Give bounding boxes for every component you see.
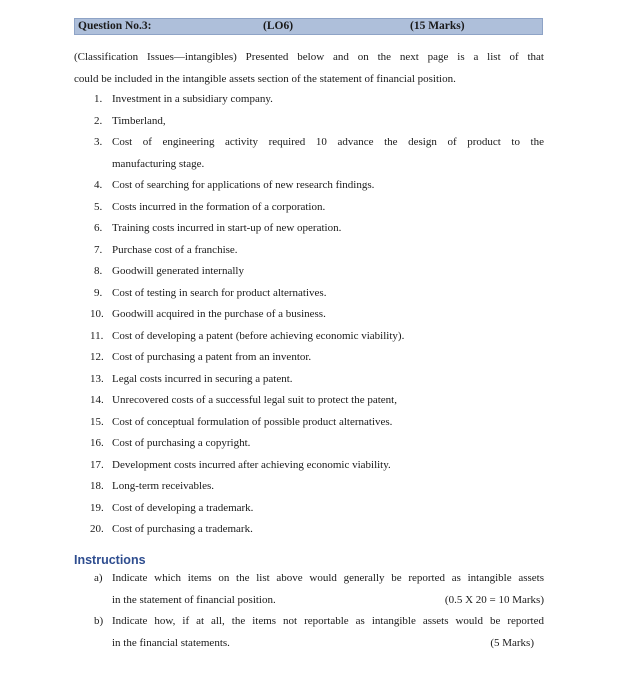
item-text-continued: manufacturing stage.: [112, 157, 205, 170]
item-text: Cost of searching for applications of new research findings.: [112, 179, 375, 191]
instruction-letter: a): [94, 572, 103, 584]
list-item: [94, 240, 544, 262]
items-list: [90, 89, 544, 541]
item-text: Development costs incurred after achieving economic viability.: [112, 458, 391, 471]
list-item: [90, 326, 544, 348]
instruction-row-2: [112, 633, 544, 655]
list-item: [90, 455, 544, 477]
item-number: 7.: [94, 243, 103, 256]
item-number: 19.: [90, 501, 104, 514]
item-number: 13.: [90, 372, 104, 385]
item-number: 14.: [90, 394, 104, 406]
item-number: 17.: [90, 458, 104, 471]
instructions-heading: Instructions: [74, 553, 146, 567]
item-text: Cost of developing a patent (before achieving economic viability).: [112, 329, 405, 342]
question-number: Question No.3:: [78, 20, 152, 32]
list-item: [90, 498, 544, 520]
list-item: [90, 347, 544, 369]
item-number: 11.: [90, 329, 104, 342]
item-number: 15.: [90, 415, 104, 428]
item-text: Investment in a subsidiary company.: [112, 93, 273, 105]
item-text: Timberland,: [112, 114, 166, 127]
item-text: Cost of developing a trademark.: [112, 501, 254, 514]
instruction-body: [112, 568, 544, 611]
list-item: [90, 369, 544, 391]
instruction-line-1: Indicate which items on the list above would generally be reported as intangible assets: [112, 572, 544, 584]
item-number: 8.: [94, 265, 103, 277]
item-text: Goodwill acquired in the purchase of a business.: [112, 308, 326, 320]
item-text: Training costs incurred in start-up of new operation.: [112, 222, 342, 234]
item-number: 18.: [90, 480, 104, 492]
item-number: 2.: [94, 114, 103, 127]
list-item: [90, 433, 544, 455]
instruction-body: [112, 611, 544, 654]
item-number: 10.: [90, 308, 104, 320]
item-number: 4.: [94, 179, 103, 191]
item-text: Cost of conceptual formulation of possible product alternatives.: [112, 415, 393, 428]
item-number: 9.: [94, 286, 103, 299]
item-text: Costs incurred in the formation of a corporation.: [112, 200, 326, 213]
item-text: Long-term receivables.: [112, 480, 215, 492]
item-text: Cost of engineering activity required 10 advance the design of product to the: [112, 136, 544, 148]
intro-line-2: could be included in the intangible assets section of the statement of financial position.: [74, 72, 456, 85]
instruction-a: [94, 568, 544, 611]
list-item: [94, 261, 544, 283]
list-item: [94, 283, 544, 305]
intro-line-1: (Classification Issues—intangibles) Presented below and on the next page is a list of that: [74, 51, 544, 63]
item-number: 6.: [94, 222, 103, 234]
item-number: 16.: [90, 437, 104, 449]
list-item: [94, 218, 544, 240]
list-item: [90, 519, 544, 541]
question-marks: (15 Marks): [410, 20, 465, 32]
item-text: Legal costs incurred in securing a patent.: [112, 372, 293, 385]
item-number: 5.: [94, 200, 103, 213]
item-text: Cost of testing in search for product alternatives.: [112, 286, 327, 299]
list-item: [94, 89, 544, 111]
item-number: 20.: [90, 523, 104, 535]
instruction-b: [94, 611, 544, 654]
list-item: [90, 412, 544, 434]
learning-outcome: (LO6): [263, 20, 294, 32]
item-number: 1.: [94, 93, 103, 105]
list-item: [90, 476, 544, 498]
instruction-row-2: [112, 590, 544, 612]
item-text: Cost of purchasing a patent from an inventor.: [112, 351, 312, 363]
item-text: Unrecovered costs of a successful legal suit to protect the patent,: [112, 394, 397, 406]
list-item: [94, 175, 544, 197]
intro-paragraph: [74, 47, 544, 90]
list-item: [90, 390, 544, 412]
list-item: [94, 111, 544, 133]
item-text: Cost of purchasing a copyright.: [112, 437, 251, 449]
item-text: Purchase cost of a franchise.: [112, 243, 238, 256]
list-item: [90, 304, 544, 326]
item-text: Goodwill generated internally: [112, 265, 244, 277]
item-number: 3.: [94, 136, 103, 148]
instruction-line-2: in the statement of financial position.: [112, 593, 276, 606]
instruction-line-2: in the financial statements.: [112, 636, 230, 649]
list-item: [94, 132, 544, 175]
question-header-bar: [74, 18, 543, 35]
instruction-marks: (5 Marks): [490, 636, 534, 649]
instruction-marks: (0.5 X 20 = 10 Marks): [444, 593, 544, 606]
item-number: 12.: [90, 351, 104, 363]
list-item: [94, 197, 544, 219]
instruction-line-1: Indicate how, if at all, the items not reportable as intangible assets would be reported: [112, 615, 544, 627]
item-text: Cost of purchasing a trademark.: [112, 523, 253, 535]
instruction-letter: b): [94, 615, 104, 627]
